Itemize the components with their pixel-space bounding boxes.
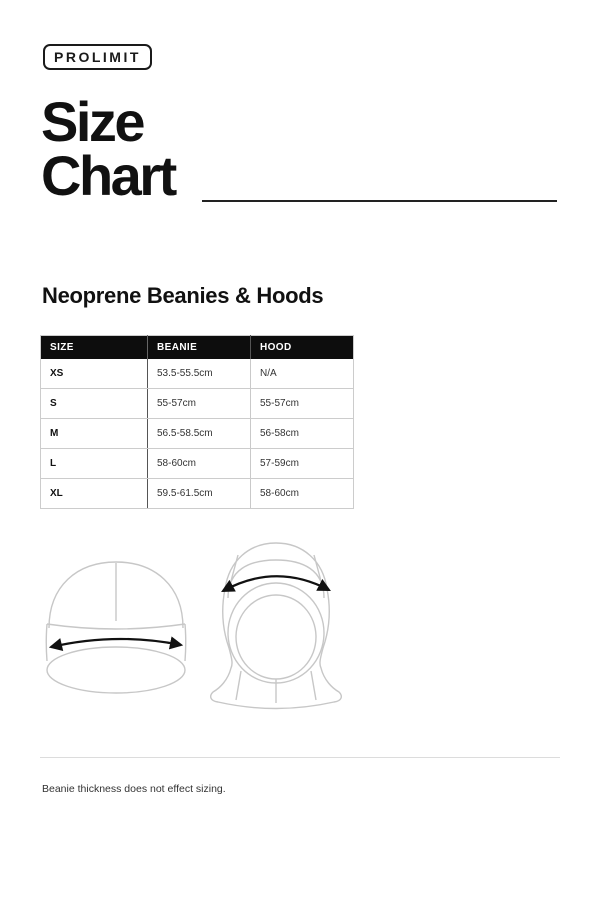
hood-cell: 56-58cm (251, 419, 354, 449)
section-title: Neoprene Beanies & Hoods (42, 283, 324, 308)
size-cell: L (41, 449, 148, 479)
beanie-cell: 58-60cm (148, 449, 251, 479)
size-cell: XS (41, 359, 148, 389)
beanie-diagram (44, 558, 189, 700)
beanie-cell: 55-57cm (148, 389, 251, 419)
page-title-line1: Size (41, 90, 144, 153)
beanie-outline (46, 562, 186, 693)
size-cell: S (41, 389, 148, 419)
page-title-line2: Chart (41, 144, 175, 207)
hood-neck-seam-right (311, 671, 316, 700)
hood-cell: 58-60cm (251, 479, 354, 509)
title-divider-line (202, 200, 557, 202)
beanie-cell: 59.5-61.5cm (148, 479, 251, 509)
hood-face-opening (236, 595, 316, 679)
table-row (41, 479, 354, 509)
logo-text: PROLIMIT (54, 49, 141, 65)
footnote-text: Beanie thickness does not effect sizing. (42, 783, 226, 795)
size-chart-table (40, 335, 354, 509)
hood-outer-seam (228, 560, 324, 598)
table-row (41, 449, 354, 479)
hood-cell: 55-57cm (251, 389, 354, 419)
prolimit-logo (43, 44, 152, 70)
hood-outline (211, 543, 342, 709)
column-header-beanie: BEANIE (148, 336, 251, 360)
table-row (41, 359, 354, 389)
beanie-cell: 56.5-58.5cm (148, 419, 251, 449)
beanie-circumference-arrow (51, 639, 181, 647)
size-cell: XL (41, 479, 148, 509)
hood-neck-seam-left (236, 671, 241, 700)
column-header-hood: HOOD (251, 336, 354, 360)
beanie-cell: 53.5-55.5cm (148, 359, 251, 389)
hood-cell: N/A (251, 359, 354, 389)
hood-face-seam (228, 583, 324, 683)
hood-diagram (205, 540, 350, 718)
footer-divider-line (40, 757, 560, 758)
hood-cell: 57-59cm (251, 449, 354, 479)
table-row (41, 419, 354, 449)
page-title (41, 90, 175, 207)
size-cell: M (41, 419, 148, 449)
table-row (41, 389, 354, 419)
table-header-row (41, 336, 354, 360)
column-header-size: SIZE (41, 336, 148, 360)
